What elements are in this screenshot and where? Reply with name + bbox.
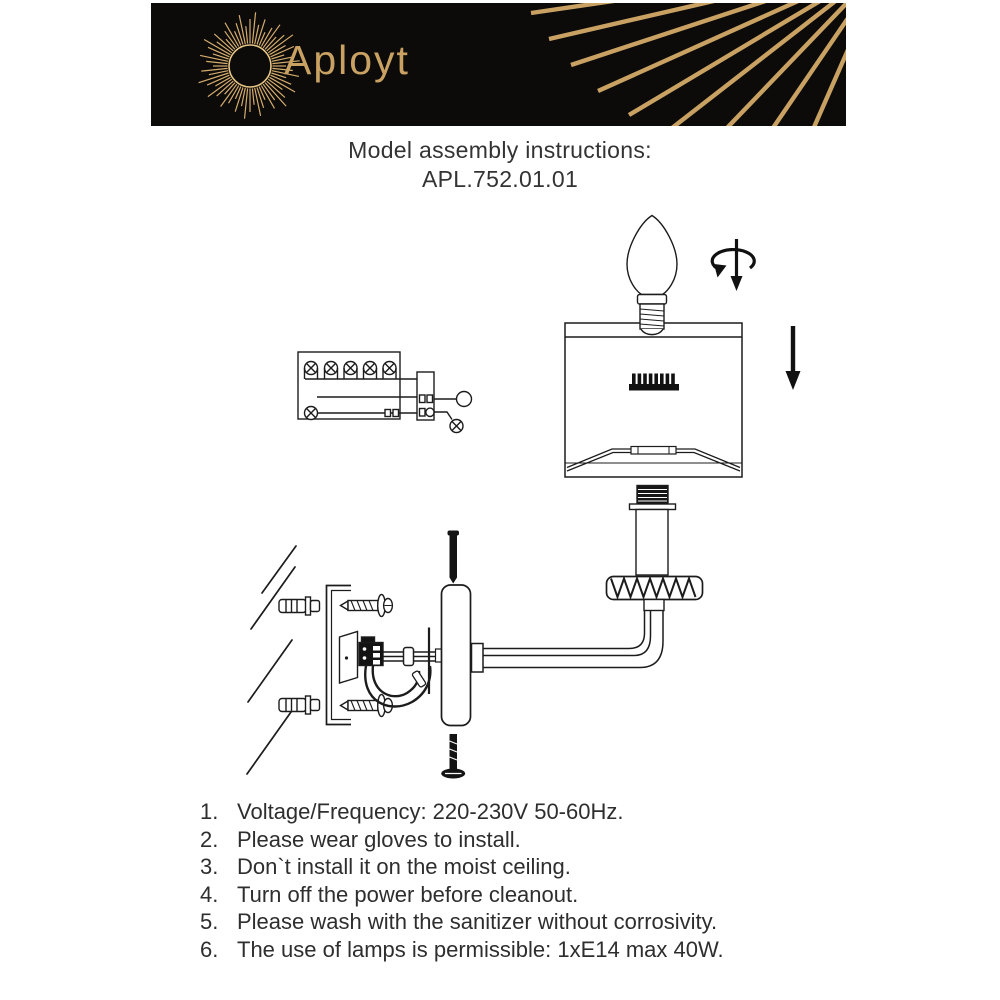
terminal-circle [457, 392, 472, 407]
model-number: APL.752.01.01 [421, 165, 579, 192]
instructions-list [200, 799, 724, 965]
canopy [436, 585, 471, 726]
corner-rays-icon [531, 3, 846, 126]
instruction-text: Please wash with the sanitizer without corrosivity. [237, 909, 718, 935]
wall-anchor-bottom [279, 696, 320, 714]
instruction-item [200, 854, 724, 882]
wires [365, 628, 441, 707]
square-lampshade [565, 323, 742, 477]
brand-banner [151, 3, 846, 126]
instruction-item [200, 882, 724, 910]
instruction-text: The use of lamps is permissible: 1xE14 max 40W. [237, 936, 724, 962]
page-title: Model assembly instructions: [348, 137, 652, 163]
instruction-item [200, 909, 724, 937]
instruction-number: 2. [200, 826, 219, 852]
title-block [0, 136, 1000, 193]
wiring-diagram [298, 352, 472, 433]
assembly-diagram [230, 205, 820, 795]
canopy-screw-bottom [441, 734, 465, 779]
wall-hatching [247, 546, 296, 774]
wire-ferrule [404, 648, 414, 666]
insert-shade-down-arrow-icon [786, 326, 801, 390]
sunburst-center [229, 45, 271, 87]
candle-bulb-e14 [627, 216, 677, 335]
instruction-item [200, 827, 724, 855]
instruction-text: Turn off the power before cleanout. [237, 881, 579, 907]
wall-arm [472, 611, 664, 673]
instruction-number: 6. [200, 936, 219, 962]
instruction-number: 4. [200, 881, 219, 907]
instruction-text: Don`t install it on the moist ceiling. [237, 854, 571, 880]
socket-neck [644, 600, 664, 611]
instruction-number: 3. [200, 854, 219, 880]
instruction-text: Please wear gloves to install. [237, 826, 521, 852]
instruction-item [200, 937, 724, 965]
rotate-bulb-arrow-icon [712, 239, 754, 291]
canopy-screw-top [448, 531, 460, 584]
lamp-socket [630, 486, 676, 576]
brand-wordmark: Aployt [284, 37, 410, 83]
instruction-text: Voltage/Frequency: 220-230V 50-60Hz. [237, 799, 624, 824]
terminal-block [359, 637, 383, 666]
wall-anchor-top [279, 597, 320, 615]
instruction-item [200, 799, 724, 827]
arm-joint [472, 644, 484, 673]
mounting-screw-top [341, 595, 393, 617]
wire-ferrule-small [412, 670, 427, 687]
instruction-number: 5. [200, 909, 219, 935]
banner-artwork [151, 3, 846, 126]
instruction-number: 1. [200, 799, 219, 824]
mounting-plate [340, 632, 358, 684]
crystal-collar [607, 577, 703, 600]
